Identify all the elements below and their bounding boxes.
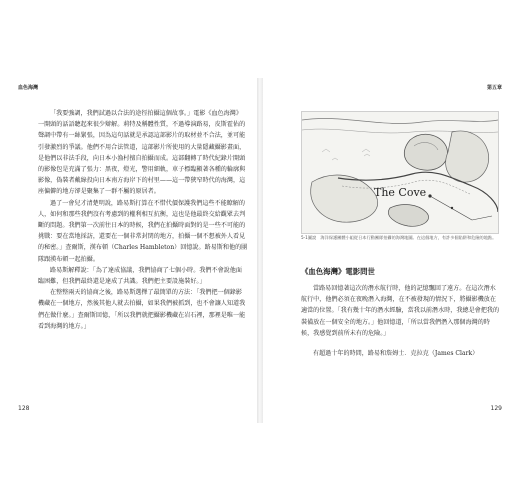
body-text — [38, 108, 248, 332]
book-spread — [12, 78, 508, 423]
paragraph: 過了一會兒才清楚明說，路易斯打算在不惜代價保護我們這些不能瞭解的人，如何和那些我們沒有考慮到的權利相互抗衡，這也是他最終交給觀眾去判斷的問題。我們第一次前往日本的時候，我們在拍攝時面對的是一些不可能的挑戰：要在當地採訪，還要在一個非常封閉的地方，拍攝一個不想被外人看見的秘密。」查爾斯，漢布頓（Charles Hambleton）回憶說。路易斯和他的團隊跟漢布頓一起拍攝。 — [38, 199, 248, 263]
page-number: 128 — [18, 405, 30, 412]
cove-map-illustration — [302, 112, 498, 233]
paragraph: 路易斯解釋說：「為了達成協議，我們協商了七個小時。我們不會說他面臨困難，但我們最終還是達成了共識。我們把主要設施裝好。」 — [38, 266, 242, 286]
right-page — [263, 78, 508, 423]
paragraph: 當路易回憶著這次的潛水航行時，他的記憶飄回了遠方。在這次潛水航行中，他們必須在夜晚潛入海灣，在不被發現的情況下，將攝影機放在適當的位置。「我有幾十年的潛水經驗，當我以前潛水時，我總是會把我的裝備放在一個安全的地方。」他回憶道，「所以當我們潛入那個海灣的時候，我感覺到前所未有的危險。」 — [301, 285, 500, 337]
paragraph: 有超過十年的時間，路易和詹姆士．克拉克（James Clark） — [313, 350, 479, 358]
page-number: 129 — [490, 405, 502, 412]
paragraph: 「我要強調，我們試過以合法的途徑拍攝這個故事。」電影《血色海灣》一開頭的話語聽起來很少辯解。莉特及稱體性質，不過導演路易，皮斯霍佑的聲調中帶有一絲緊張，因為這句話就是承認這部影片的取材並不合法，並可能引發激烈的爭議。他們不用合法管道，這部影片所使用的大量隱藏攝影畫面，是他們以非法手段，向日本小漁村擅自拍攝而成。這部翻轉了時代紀錄片開頭的影像包是充滿了張力：黑夜，燈光，警用細軌，車子標臨顯著各種的輪廓與影像，偽裝者戴綠投向日本南方海岸下的村里——這一帶狹窄時代的海灣，這座偏僻的地方卻是聚集了一群不屬的原居者。 — [38, 110, 246, 196]
paragraph: 在整整兩天的協商之後，路易斯選擇了最簡單的方法：「我們把一個錄影機藏在一個地方，然後其他人就去拍攝，如果我們被抓到，也不會讓人知道我們在做什麼。」查爾斯回憶，「所以我們就把攝影機藏在岩石裡，那裡是唯一能看到海灣的地方。」 — [38, 289, 246, 330]
section-title: 《血色海灣》電影問世 — [301, 267, 375, 276]
left-page — [12, 78, 257, 423]
cove-map-figure — [301, 111, 499, 234]
map-title: The Cove — [374, 186, 427, 199]
running-header: 血色海灣 — [18, 85, 39, 91]
running-header: 第五章 — [486, 85, 502, 91]
body-text — [301, 283, 501, 359]
figure-caption: 5-1圖說 海洋保護團體小組從日本行動團隊拍攝的海灣地圖。在這個地方，有許多個陷阱和危險的地點。 — [301, 235, 497, 240]
